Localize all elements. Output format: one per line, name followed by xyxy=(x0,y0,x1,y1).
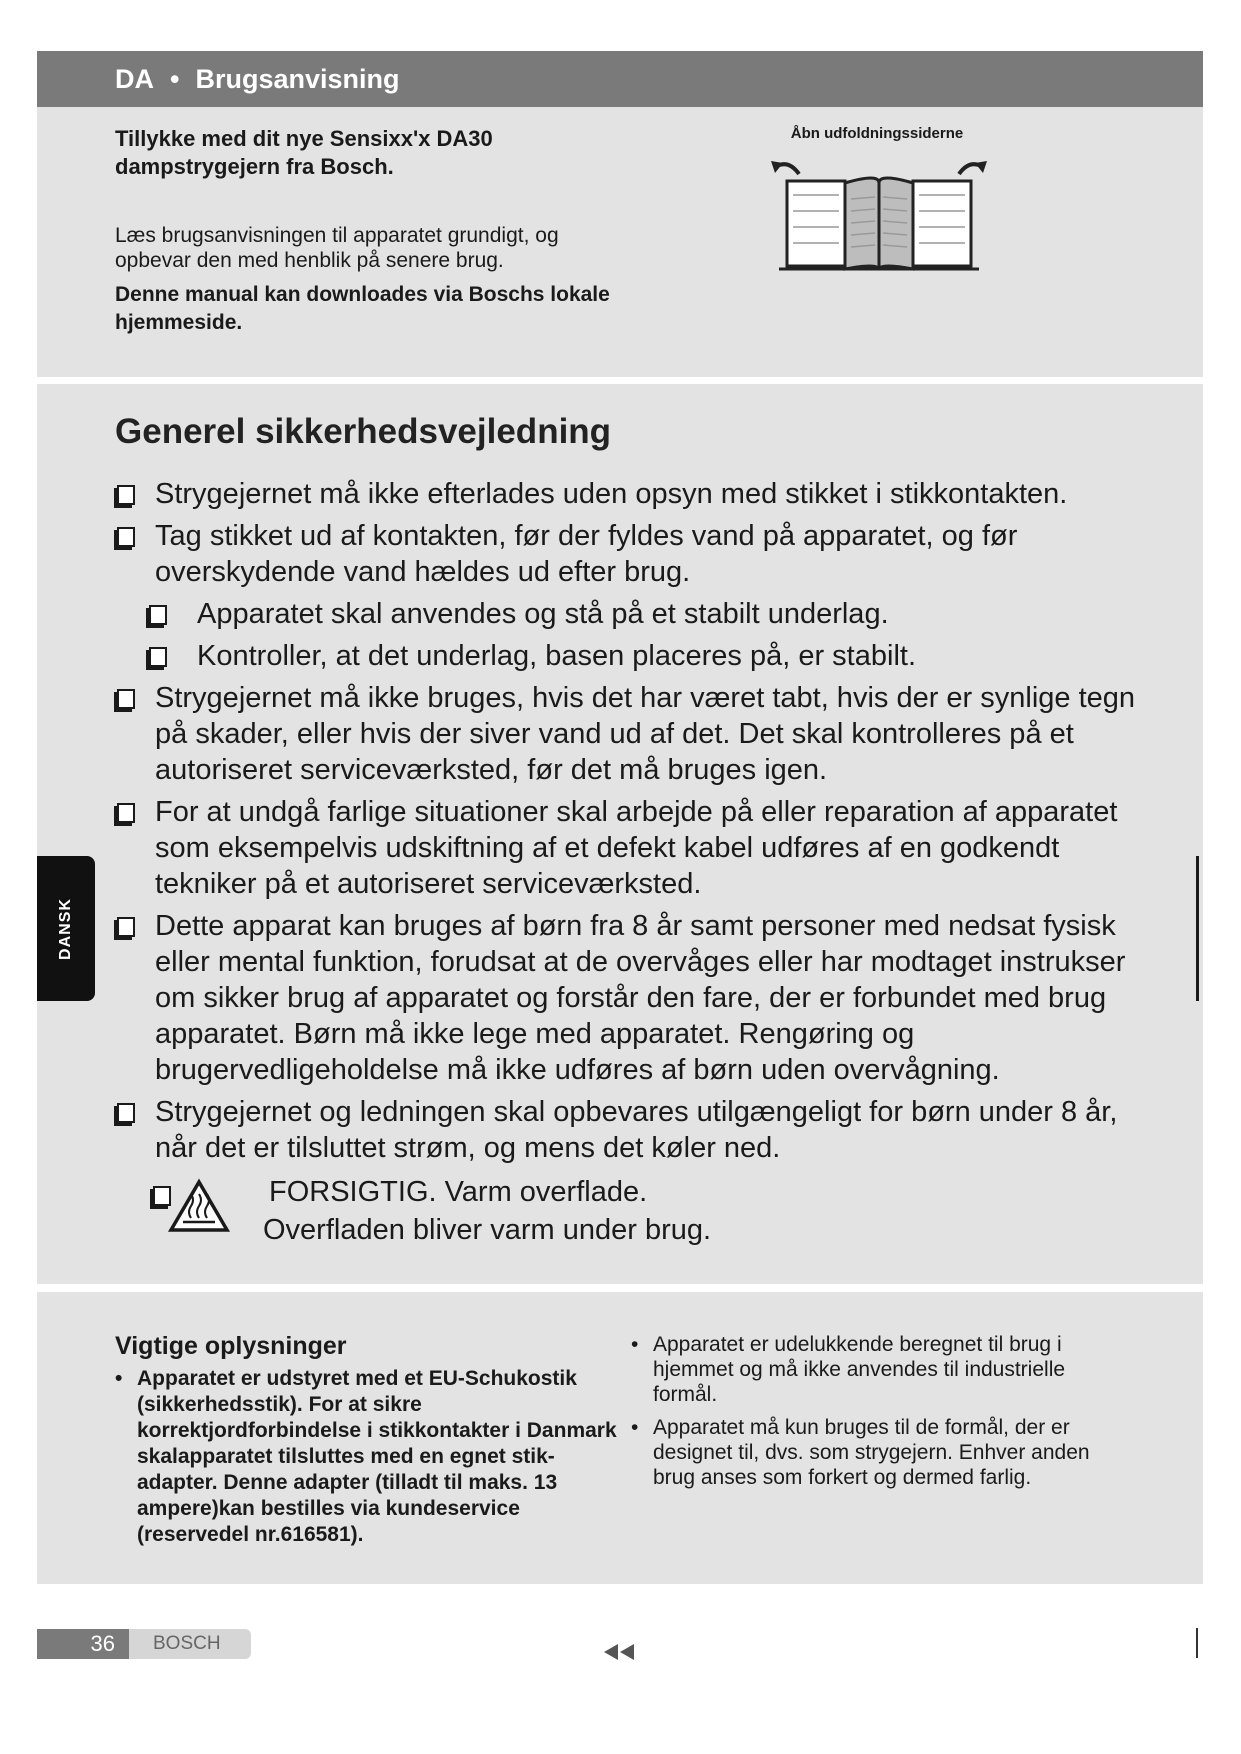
checkbox-bullet-icon xyxy=(117,917,135,937)
page-number: 36 xyxy=(37,1629,129,1659)
checkbox-bullet-icon xyxy=(117,527,135,547)
safety-item: Tag stikket ud af kontakten, før der fyldes vand på apparatet, og før overskydende vand hældes ud efter brug. xyxy=(115,518,1165,590)
safety-panel xyxy=(37,384,1203,1284)
info-panel xyxy=(37,1292,1203,1584)
side-tab-label: DANSK xyxy=(57,897,74,960)
checkbox-bullet-icon xyxy=(149,647,167,667)
previous-page-arrows-icon xyxy=(602,1643,636,1661)
list-item: • Apparatet må kun bruges til de formål, der er designet til, dvs. som strygejern. Enhver anden brug anses som forkert og dermed farlig. xyxy=(631,1416,1090,1489)
safety-title: Generel sikkerhedsvejledning xyxy=(115,412,612,451)
right-margin-mark xyxy=(1196,856,1199,1001)
header-separator: • xyxy=(170,63,180,94)
fold-caption: Åbn udfoldningssiderne xyxy=(790,125,964,142)
bullet: • xyxy=(631,1333,639,1356)
list-item: • Apparatet er udelukkende beregnet til brug i hjemmet og må ikke anvendes til industrielle formål. xyxy=(631,1333,1066,1406)
intro-text: Læs brugsanvisningen til apparatet grundigt, og opbevar den med henblik på senere brug. xyxy=(115,224,559,272)
safety-item: Strygejernet og ledningen skal opbevares utilgængeligt for børn under 8 år, når det er tilsluttet strøm, og mens det køler ned. xyxy=(115,1094,1165,1166)
footer-brand: BOSCH xyxy=(129,1629,251,1659)
language-side-tab xyxy=(37,856,95,1001)
intro-title: Tillykke med dit nye Sensixx'x DA30 dampstrygejern fra Bosch. xyxy=(115,126,493,179)
checkbox-bullet-icon xyxy=(149,605,167,625)
warning-title: FORSIGTIG. Varm overflade. xyxy=(269,1176,648,1208)
hot-surface-warning-icon xyxy=(167,1178,231,1234)
safety-item: For at undgå farlige situationer skal arbejde på eller reparation af apparatet som eksempelvis udskiftning af et defekt kabel udføres af en godkendt tekniker på et autoriseret serviceværksted. xyxy=(115,794,1165,902)
open-fold-pages-icon xyxy=(749,149,1009,279)
checkbox-bullet-icon xyxy=(117,689,135,709)
intro-download-note: Denne manual kan downloades via Boschs lokale hjemmeside. xyxy=(115,283,610,334)
safety-subitem: Kontroller, at det underlag, basen placeres på, er stabilt. xyxy=(147,638,1165,674)
safety-subitem: Apparatet skal anvendes og stå på et stabilt underlag. xyxy=(147,596,1165,632)
safety-item: Strygejernet må ikke efterlades uden opsyn med stikket i stikkontakten. xyxy=(115,476,1165,512)
checkbox-bullet-icon xyxy=(117,1103,135,1123)
info-usage-list xyxy=(631,1332,1111,1498)
safety-list xyxy=(115,476,1165,1172)
checkbox-bullet-icon xyxy=(117,803,135,823)
warning-text: Overfladen bliver varm under brug. xyxy=(263,1214,712,1246)
info-plug-note: • Apparatet er udstyret med et EU-Schukostik (sikkerhedsstik). For at sikre korrektjordforbindelse i stikkontakter i Danmark skalapparatet tilsluttes med en egnet stik-adapter. Denne adapter (tilladt til maks. 13 ampere)kan bestilles via kundeservice (reservedel nr.616581). xyxy=(115,1367,617,1546)
info-title: Vigtige oplysninger xyxy=(115,1332,347,1360)
safety-item: Strygejernet må ikke bruges, hvis det har været tabt, hvis der er synlige tegn på skader, eller hvis der siver vand ud af det. Det skal kontrolleres på et autoriseret serviceværksted, før det må bruges igen. xyxy=(115,680,1165,788)
checkbox-bullet-icon xyxy=(117,485,135,505)
header-lang: DA xyxy=(115,63,154,94)
safety-item: Dette apparat kan bruges af børn fra 8 år samt personer med nedsat fysisk eller mental funktion, forudsat at de overvåges eller har modtaget instrukser om sikker brug af apparatet og forstår den fare, der er forbundet med brug apparatet. Børn må ikke lege med apparatet. Rengøring og brugervedligeholdelse må ikke udføres af børn uden overvågning. xyxy=(115,908,1165,1088)
intro-panel xyxy=(37,107,1203,377)
bullet: • xyxy=(631,1416,639,1439)
header-title: Brugsanvisning xyxy=(195,63,400,94)
bullet: • xyxy=(115,1367,123,1390)
header-bar xyxy=(37,51,1203,107)
footer-margin-mark xyxy=(1196,1628,1198,1658)
